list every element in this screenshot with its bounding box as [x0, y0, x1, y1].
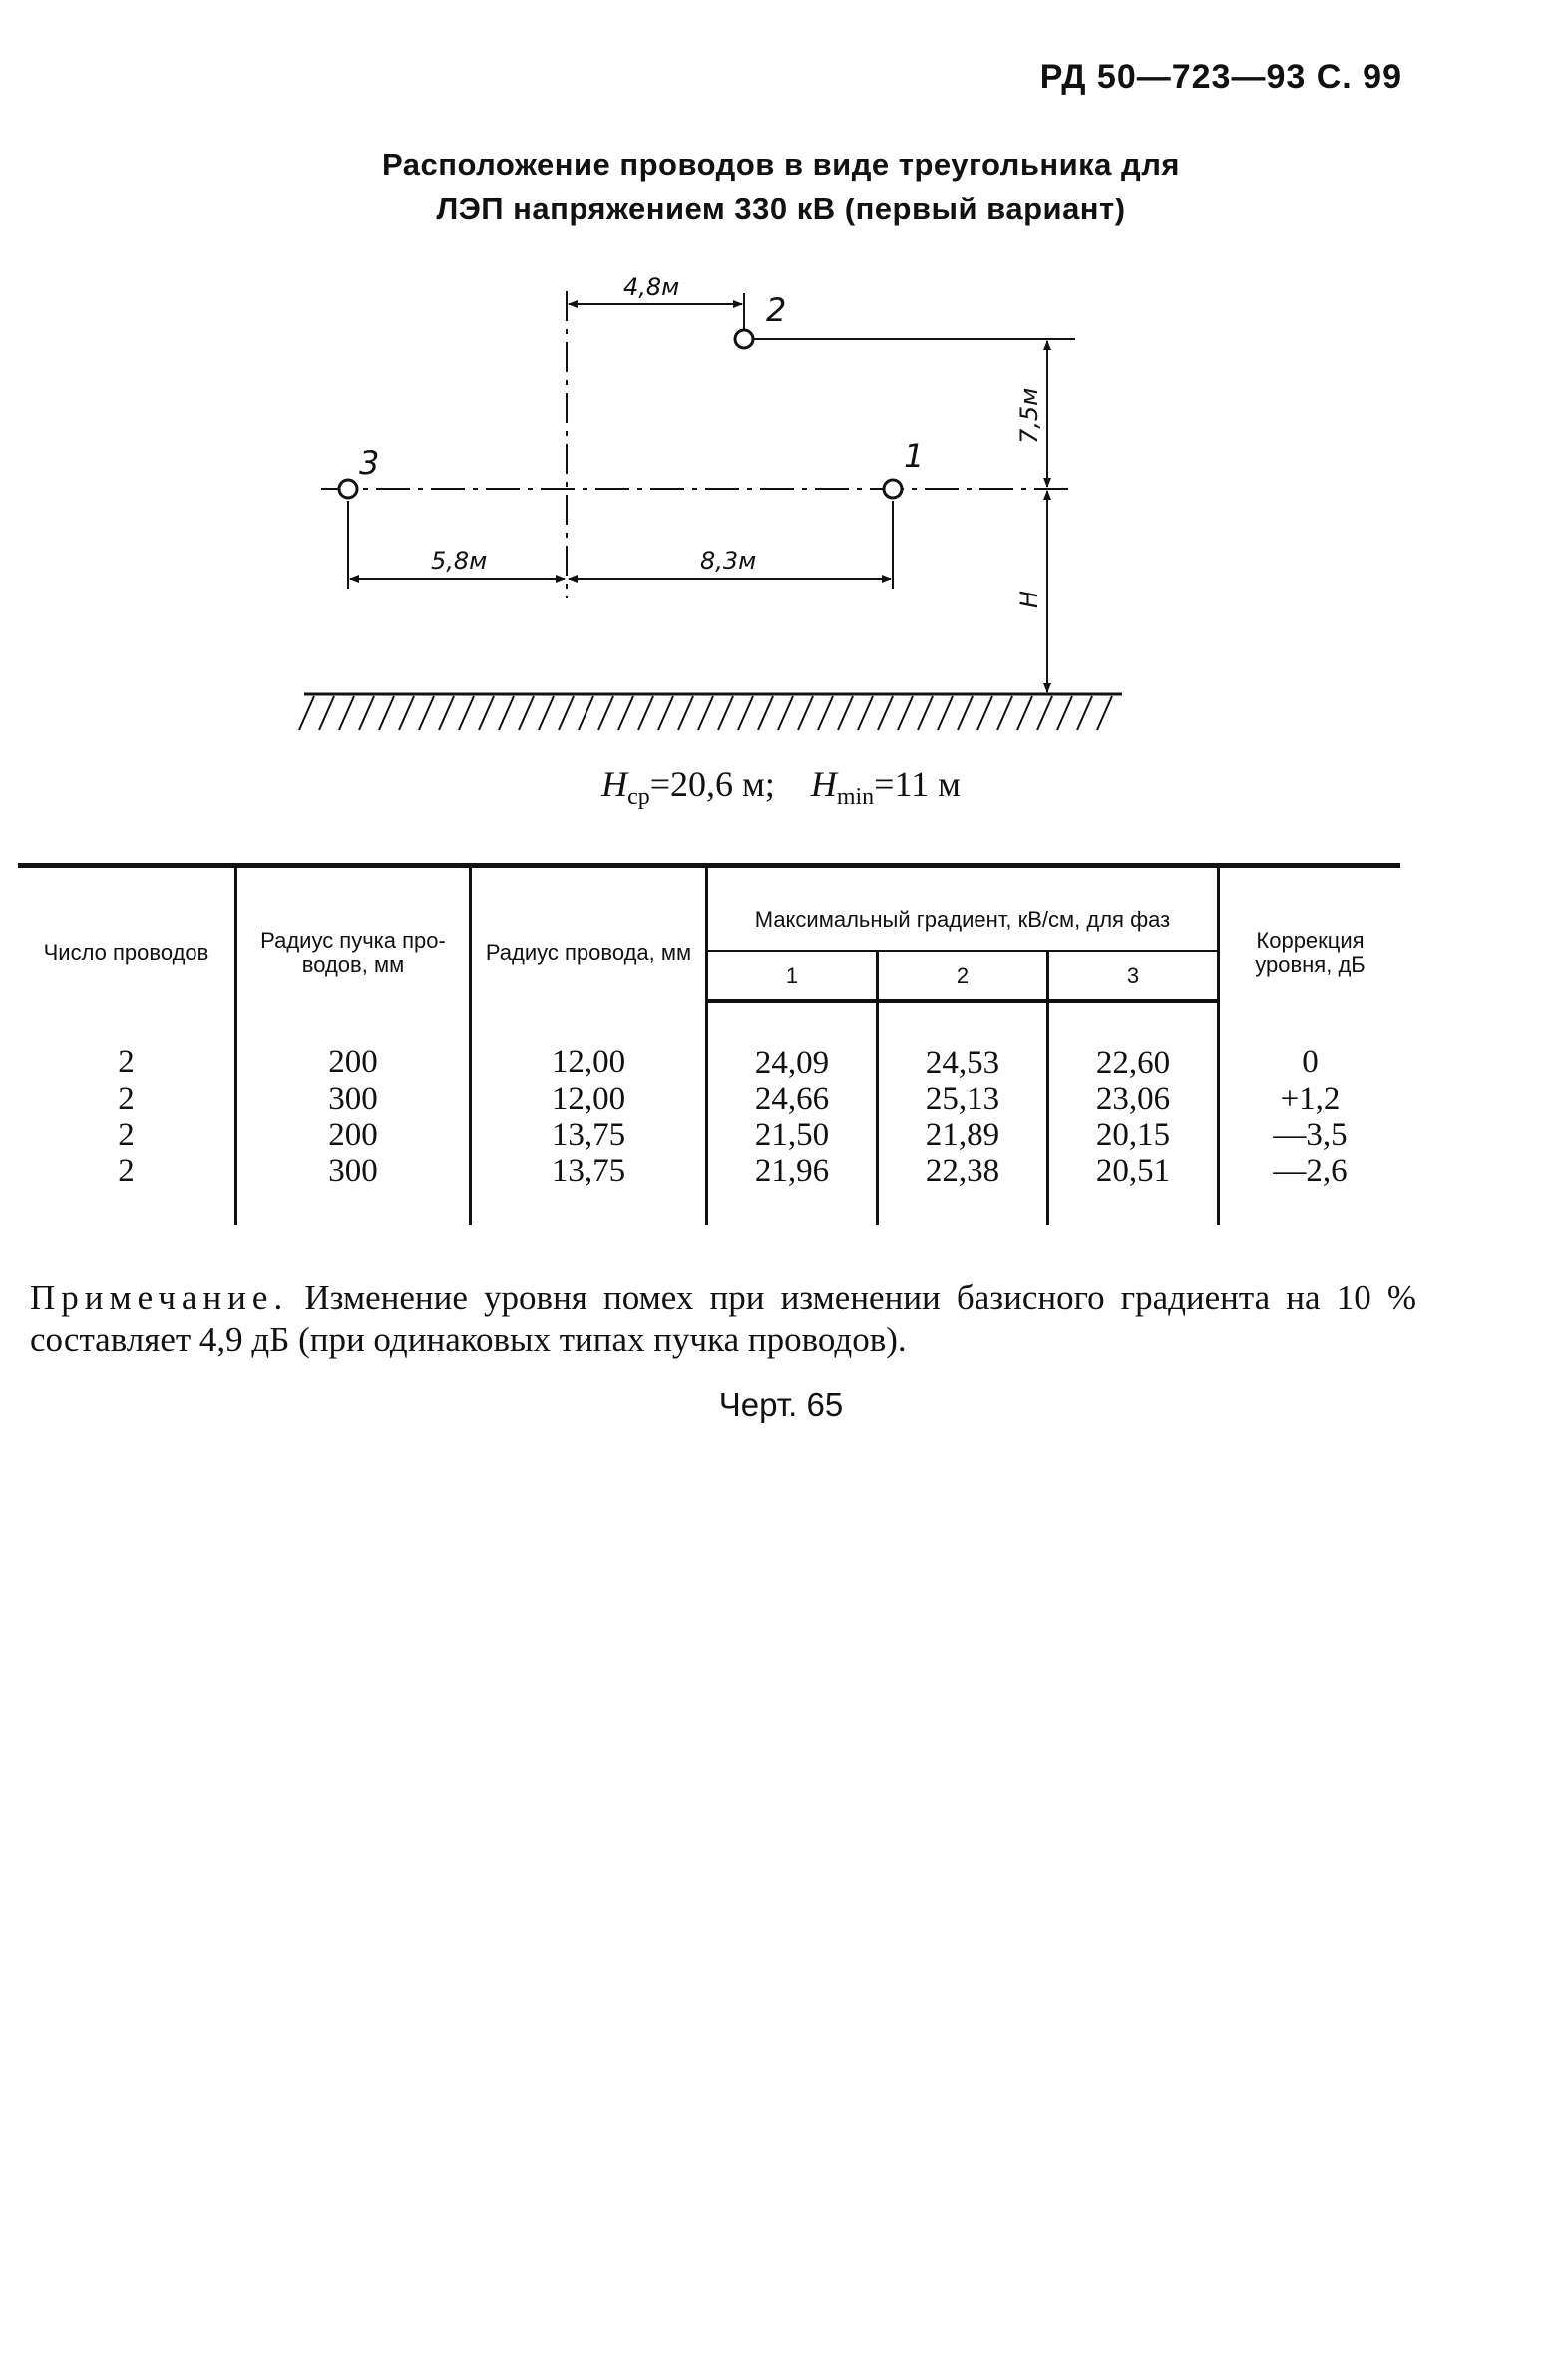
table-cell: 21,50: [707, 1117, 878, 1153]
table-cell: 24,09: [707, 1001, 878, 1081]
table-cell: 21,89: [878, 1117, 1048, 1153]
figure-title: [0, 142, 1562, 231]
header-max-gradient: Максимальный градиент, кВ/см, для фаз: [707, 866, 1219, 952]
table-row: [18, 1001, 1400, 1081]
dimension-left-label: 5,8м: [431, 547, 488, 575]
table-cell: 2: [18, 1001, 236, 1081]
title-line-2: ЛЭП напряжением 330 кВ (первый вариант): [436, 192, 1126, 226]
avg-height-symbol: H: [601, 764, 628, 804]
table-cell: 13,75: [471, 1153, 707, 1225]
table-cell: 2: [18, 1117, 236, 1153]
conductor-1-label: 1: [904, 437, 925, 475]
header-phase-1: 1: [707, 951, 878, 1001]
dimension-top-label: 4,8м: [623, 273, 680, 301]
avg-height-subscript: ср: [627, 784, 650, 811]
table-cell: 2: [18, 1153, 236, 1225]
table-cell: 20,51: [1048, 1153, 1219, 1225]
table-cell: 2: [18, 1081, 236, 1117]
table-cell: +1,2: [1280, 1081, 1341, 1117]
table-cell: 23,06: [1048, 1081, 1219, 1117]
table-cell: —2,6: [1273, 1153, 1348, 1189]
header-bundle-radius: Радиус пучка про-водов, мм: [236, 866, 471, 1002]
table-cell: 24,66: [707, 1081, 878, 1117]
table-cell: —3,5: [1273, 1117, 1348, 1153]
conductor-3-marker: [339, 480, 357, 498]
conductor-layout-diagram: [0, 269, 1562, 748]
min-height-value: =11 м: [874, 764, 961, 804]
table-row: [18, 1081, 1400, 1117]
note-paragraph: [30, 1277, 1416, 1361]
table-cell: 300: [236, 1153, 471, 1225]
drawing-caption: Черт. 65: [718, 1387, 844, 1423]
header-wire-radius: Радиус провода, мм: [471, 866, 707, 1002]
dimension-vertical-label: 7,5м: [1015, 387, 1043, 444]
table-cell: 24,53: [878, 1001, 1048, 1081]
header-phase-3: 3: [1048, 951, 1219, 1001]
conductor-3-label: 3: [359, 444, 380, 482]
table-cell: 12,00: [471, 1001, 707, 1081]
height-label: H: [1015, 590, 1043, 608]
table-cell: 13,75: [471, 1117, 707, 1153]
note-text: Изменение уровня помех при изменении базисного градиента на 10 % составляет 4,9 дБ (при одинаковых типах пучка проводов).: [30, 1278, 1417, 1359]
table-cell: 300: [236, 1081, 471, 1117]
table-cell: 25,13: [878, 1081, 1048, 1117]
ground-hatching: [299, 696, 1112, 730]
header-phase-2: 2: [878, 951, 1048, 1001]
table-row: [18, 1153, 1400, 1225]
table-cell: 12,00: [471, 1081, 707, 1117]
min-height-symbol: H: [810, 764, 837, 804]
table-cell: 20,15: [1048, 1117, 1219, 1153]
table-cell: 22,60: [1048, 1001, 1219, 1081]
dimension-right-label: 8,3м: [700, 547, 757, 575]
title-line-1: Расположение проводов в виде треугольника для: [382, 147, 1180, 182]
table-cell: 200: [236, 1117, 471, 1153]
header-wires: Число проводов: [18, 866, 236, 1002]
conductor-2-marker: [735, 330, 753, 348]
table-cell: 22,38: [878, 1153, 1048, 1225]
min-height-subscript: min: [836, 784, 875, 811]
conductor-1-marker: [884, 480, 902, 498]
table-cell: 0: [1302, 1044, 1319, 1080]
height-values: [0, 763, 1562, 811]
table-cell: 200: [236, 1001, 471, 1081]
gradient-table: [18, 863, 1400, 1225]
note-label: Примечание.: [30, 1278, 289, 1317]
conductor-2-label: 2: [766, 291, 787, 329]
table-cell: 21,96: [707, 1153, 878, 1225]
table-row: [18, 1117, 1400, 1153]
header-correction: Коррекция уровня, дБ: [1219, 866, 1401, 1002]
document-reference: РД 50—723—93 С. 99: [1039, 58, 1402, 96]
avg-height-value: =20,6 м;: [649, 764, 775, 804]
